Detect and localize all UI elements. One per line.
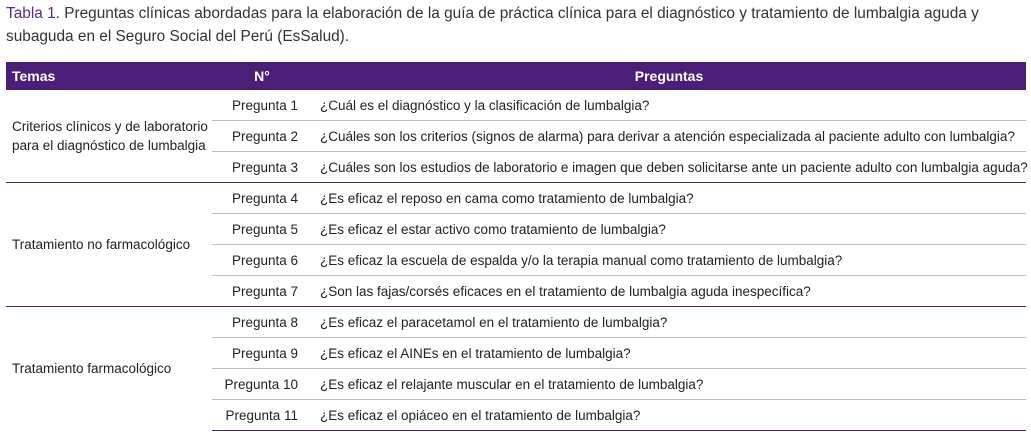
question-number: Pregunta 8 [212,307,312,338]
question-text: ¿Es eficaz la escuela de espalda y/o la terapia manual como tratamiento de lumbalgia? [312,245,1026,276]
header-preguntas: Preguntas [312,62,1026,90]
question-number: Pregunta 2 [212,121,312,152]
question-number: Pregunta 1 [231,97,298,113]
question-text: ¿Son las fajas/corsés eficaces en el tratamiento de lumbalgia aguda inespecífica? [312,276,1026,307]
question-text: ¿Es eficaz el AINEs en el tratamiento de lumbalgia? [312,338,1026,369]
question-number: Pregunta 7 [212,276,312,307]
table-caption [6,2,1026,48]
header-temas: Temas [6,62,212,90]
questions-table [6,62,1026,431]
tema-cell: Tratamiento farmacológico [6,307,212,431]
table-row [6,183,1026,214]
table-header-row [6,62,1026,90]
question-text: ¿Cuáles son los criterios (signos de alarma) para derivar a atención especializada al paciente adulto con lumbalgia? [312,121,1026,152]
question-number: Pregunta 9 [212,338,312,369]
question-text: ¿Es eficaz el estar activo como tratamiento de lumbalgia? [312,214,1026,245]
question-text: ¿Es eficaz el paracetamol en el tratamiento de lumbalgia? [312,307,1026,338]
question-text: ¿Cuáles son los estudios de laboratorio e imagen que deben solicitarse ante un paciente adulto con lumbalgia aguda? [312,152,1026,183]
question-number: Pregunta 10 [212,369,312,400]
question-text: ¿Es eficaz el opiáceo en el tratamiento de lumbalgia? [312,400,1026,431]
table-row [6,90,1026,121]
question-text: ¿Es eficaz el relajante muscular en el tratamiento de lumbalgia? [312,369,1026,400]
caption-label: Tabla 1 [6,5,56,22]
question-number: Pregunta 5 [212,214,312,245]
question-number: Pregunta 3 [212,152,312,183]
caption-text: . Preguntas clínicas abordadas para la elaboración de la guía de práctica clínica para el diagnóstico y tratamiento de lumbalgia aguda y subaguda en el Seguro Social del Perú (EsSalud). [6,5,979,45]
question-text: ¿Cuál es el diagnóstico y la clasificación de lumbalgia? [320,97,650,113]
table-body [6,90,1026,431]
question-number: Pregunta 6 [212,245,312,276]
tema-cell: Criterios clínicos y de laboratorio para el diagnóstico de lumbalgia [12,119,208,153]
table-row [6,307,1026,338]
tema-cell: Tratamiento no farmacológico [6,183,212,307]
question-number: Pregunta 11 [212,400,312,431]
question-number: Pregunta 4 [212,183,312,214]
header-numero: N° [212,62,312,90]
question-text: ¿Es eficaz el reposo en cama como tratamiento de lumbalgia? [312,183,1026,214]
